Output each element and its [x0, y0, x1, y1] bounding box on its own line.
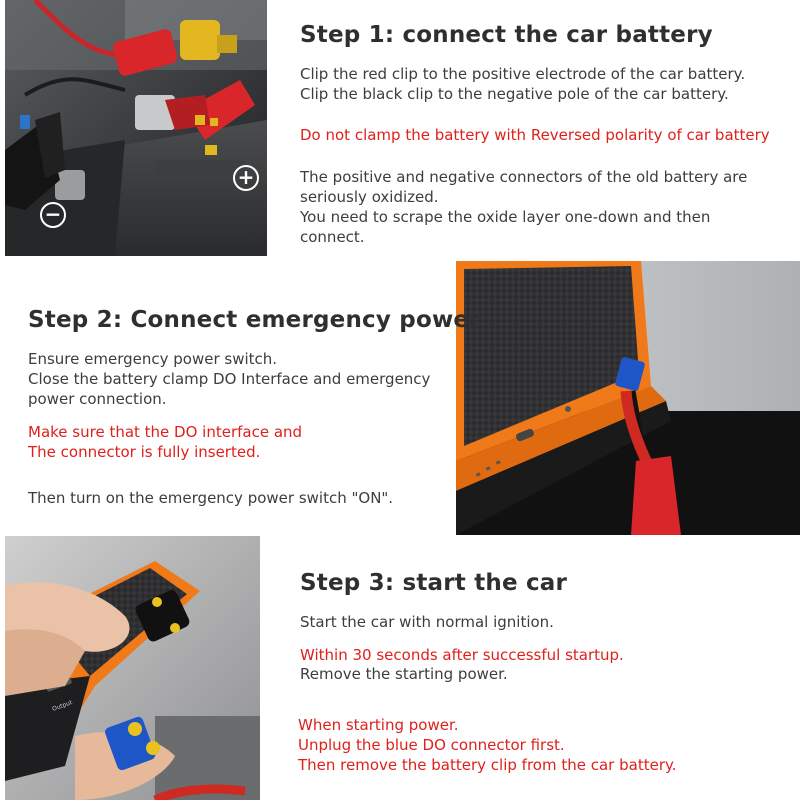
step3-photo: [5, 536, 260, 800]
step2-instruction-line: power connection.: [28, 390, 167, 408]
step3-warning-line: When starting power.: [298, 716, 459, 734]
positive-terminal-icon: +: [233, 165, 259, 191]
step1-instruction-line: Clip the red clip to the positive electrode of the car battery.: [300, 65, 746, 83]
step2-warning-line: Make sure that the DO interface and: [28, 423, 303, 441]
step2-final-instruction: Then turn on the emergency power switch "ON".: [28, 489, 394, 507]
step3-title: Step 3: start the car: [300, 570, 568, 596]
step1-note: [300, 167, 747, 247]
step1-title: Step 1: connect the car battery: [300, 22, 713, 48]
step1-note-line: You need to scrape the oxide layer one-down and then: [300, 208, 711, 226]
negative-terminal-icon: −: [40, 202, 66, 228]
step1-note-line: seriously oxidized.: [300, 188, 439, 206]
svg-text:Output: Output: [51, 699, 74, 713]
step3-warning: [298, 715, 677, 775]
step2-title: Step 2: Connect emergency power: [28, 307, 481, 333]
step1-instructions: [300, 64, 745, 104]
step1-photo: [5, 0, 267, 256]
step1-warning: Do not clamp the battery with Reversed polarity of car battery: [300, 126, 770, 144]
step3-timing-warning: Within 30 seconds after successful startup.: [300, 646, 624, 664]
step3-warning-line: Then remove the battery clip from the car battery.: [298, 756, 677, 774]
step3-timing-action: Remove the starting power.: [300, 665, 508, 683]
step1-note-line: connect.: [300, 228, 365, 246]
step2-photo: [456, 261, 800, 535]
step2-instructions: [28, 349, 430, 409]
step1-note-line: The positive and negative connectors of the old battery are: [300, 168, 748, 186]
step3-instruction: Start the car with normal ignition.: [300, 613, 554, 631]
step2-warning-line: The connector is fully inserted.: [28, 443, 261, 461]
step2-instruction-line: Ensure emergency power switch.: [28, 350, 278, 368]
step3-warning-line: Unplug the blue DO connector first.: [298, 736, 565, 754]
step2-warning: [28, 422, 302, 462]
step2-instruction-line: Close the battery clamp DO Interface and emergency: [28, 370, 431, 388]
step1-instruction-line: Clip the black clip to the negative pole of the car battery.: [300, 85, 729, 103]
